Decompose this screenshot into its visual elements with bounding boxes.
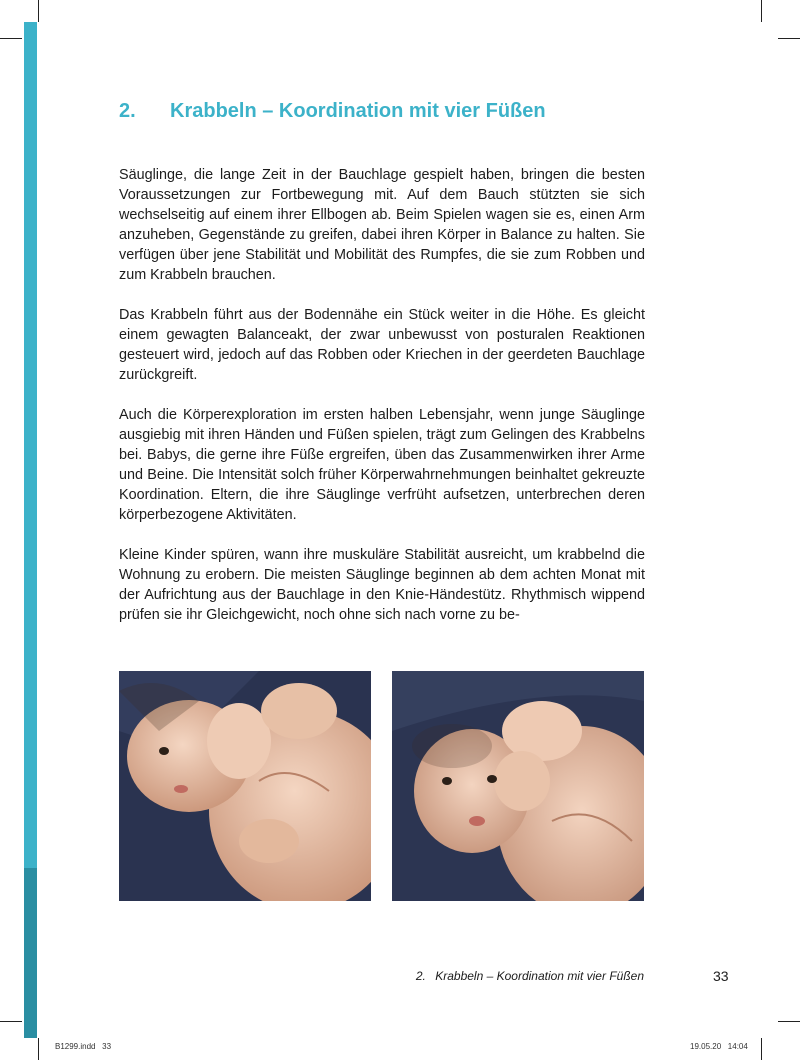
crop-mark <box>761 1038 762 1060</box>
baby-photo-left <box>119 671 371 901</box>
body-text <box>119 165 645 645</box>
running-footer <box>300 969 644 983</box>
chapter-color-bar <box>24 22 37 868</box>
crop-mark <box>778 1021 800 1022</box>
crop-mark <box>0 1021 22 1022</box>
chapter-title: Krabbeln – Koordination mit vier Füßen <box>170 100 546 122</box>
chapter-number: 2. <box>119 100 136 122</box>
baby-photo-right <box>392 671 644 901</box>
paragraph: Auch die Körperexploration im ersten halben Lebensjahr, wenn junge Säuglinge ausgiebig mit ihren Händen und Füßen spielen, trägt zum Gelingen des Krabbelns bei. Babys, die gerne ihre Füße ergreifen, üben das Zusammenwirken ihrer Arme und Beine. Die Intensität solch früher Körperwahrnehmungen beinhaltet gekreuzte Koordination. Eltern, die ihre Säuglinge verfrüht aufsetzen, unterbrechen deren körperbezogene Aktivitäten. <box>119 407 645 523</box>
crop-mark <box>38 1038 39 1060</box>
footer-chapter-number: 2. <box>415 969 426 983</box>
chapter-color-bar-dark <box>24 868 37 1038</box>
crop-mark <box>0 38 22 39</box>
chapter-heading <box>119 100 659 123</box>
crop-mark <box>778 38 800 39</box>
page-number: 33 <box>713 968 729 984</box>
print-slug-timestamp: 19.05.20 14:04 <box>690 1042 748 1051</box>
footer-chapter-title: Krabbeln – Koordination mit vier Füßen <box>435 969 644 983</box>
paragraph: Das Krabbeln führt aus der Bodennähe ein Stück weiter in die Höhe. Es gleicht einem gewagten Balanceakt, der zwar unbewusst von posturalen Reaktionen gesteuert wird, jedoch auf das Robben oder Kriechen in der geerdeten Bauchlage zurückgreift. <box>119 307 645 383</box>
crop-mark <box>38 0 39 22</box>
print-slug-file: B1299.indd 33 <box>55 1042 112 1051</box>
paragraph: Kleine Kinder spüren, wann ihre muskuläre Stabilität ausreicht, um krabbelnd die Wohnung zu erobern. Die meisten Säuglinge beginnen ab dem achten Monat mit der Aufrichtung aus der Bauchlage in den Knie-Händestütz. Rhythmisch wippend prüfen sie ihr Gleichgewicht, noch ohne sich nach vorne zu be- <box>119 547 645 623</box>
paragraph: Säuglinge, die lange Zeit in der Bauchlage gespielt haben, bringen die besten Voraussetzungen zur Fortbewegung mit. Auf dem Bauch stützten sie sich wechselseitig auf einem ihrer Ellbogen ab. Beim Spielen wagen sie es, einen Arm anzuheben, Gegenstände zu greifen, dabei ihren Körper in Balance zu halten. Sie verfügen über jene Stabilität und Mobilität des Rumpfes, die sie zum Robben und zum Krabbeln brauchen. <box>119 167 645 283</box>
crop-mark <box>761 0 762 22</box>
